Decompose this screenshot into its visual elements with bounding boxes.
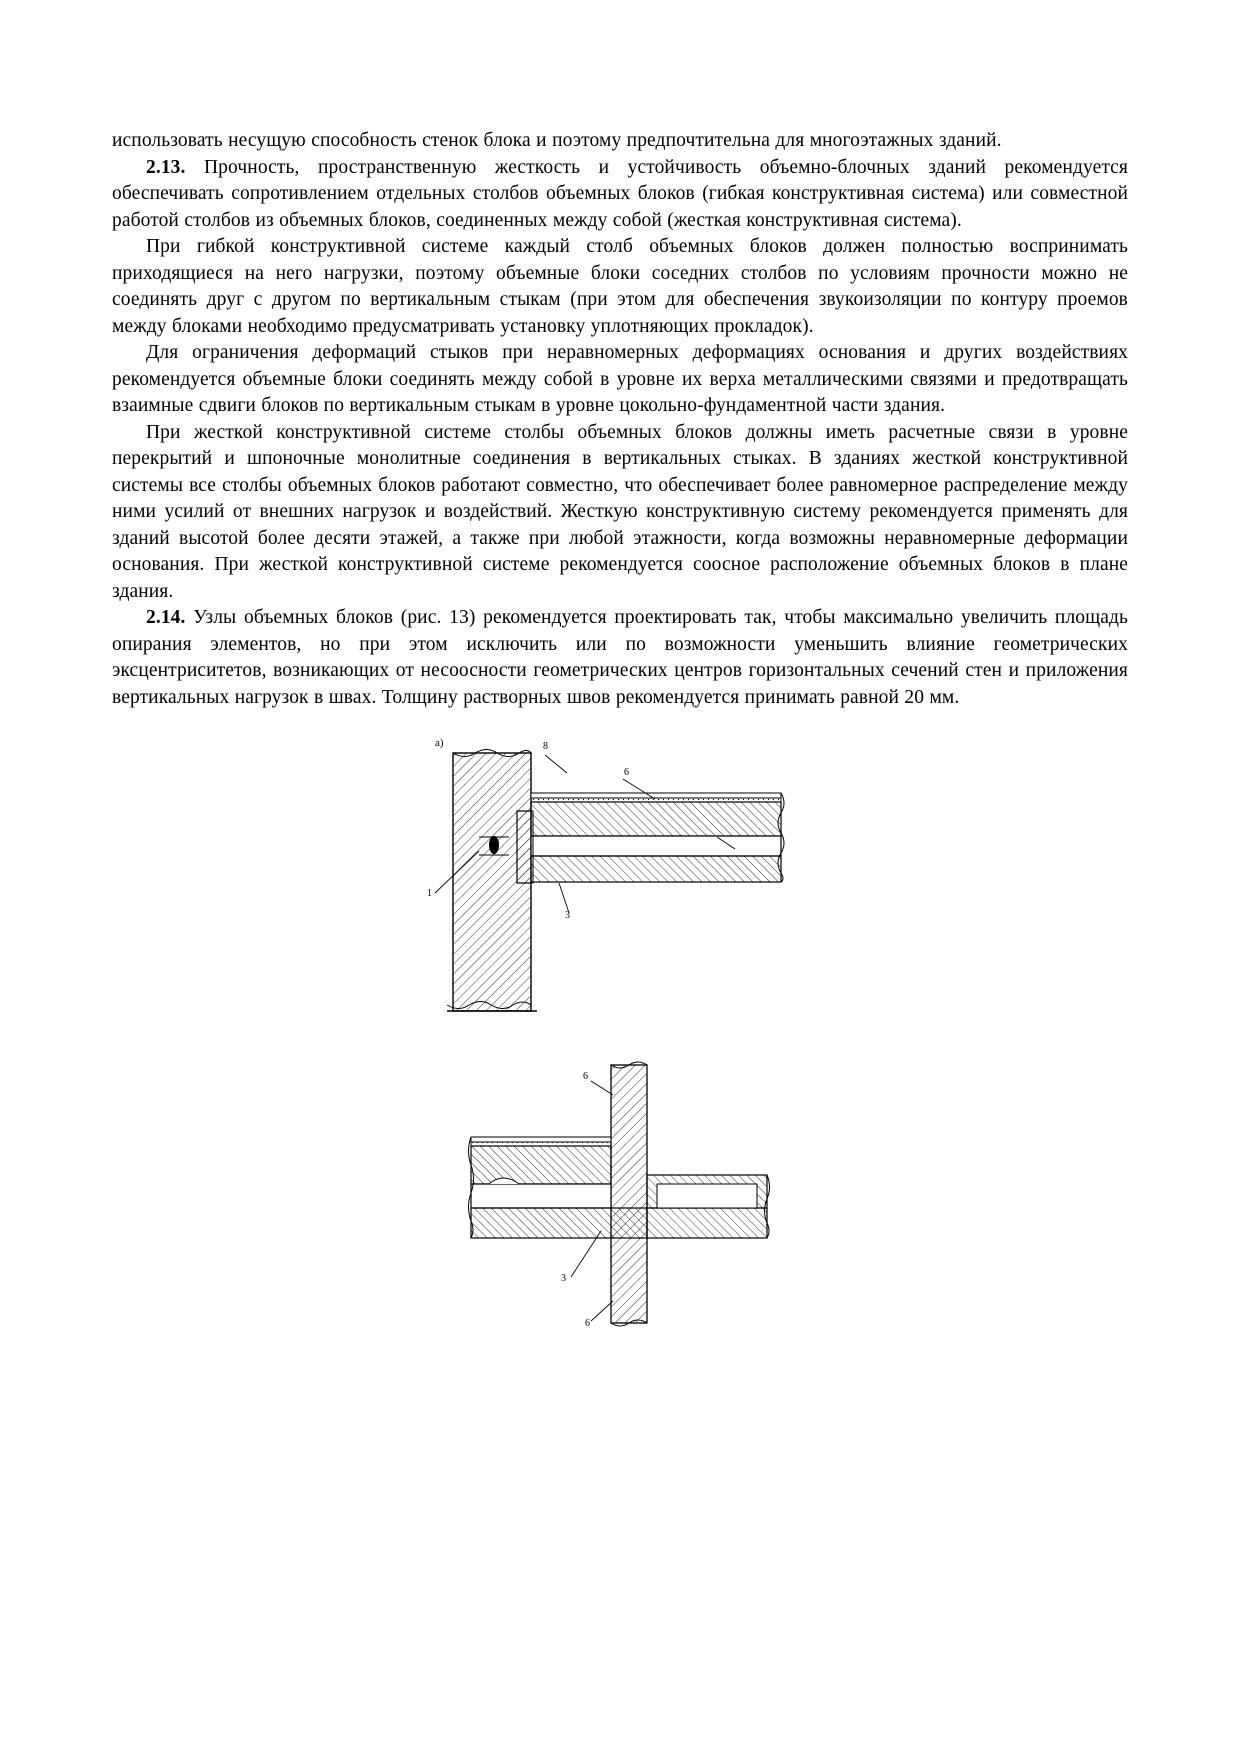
paragraph-rigid-system: При жесткой конструктивной системе столбы объемных блоков должны иметь расчетные связи в уровне перекрытий и шпоночные монолитные соединения в вертикальных стыках. В зданиях жесткой конструктивной системы все столбы объемных блоков работают совместно, что обеспечивает более равномерное распределение между ними усилий от внешних нагрузок и воздействий. Жесткую конструктивную систему рекомендуется применять для зданий высотой более десяти этажей, а также при любой этажности, когда возможны неравномерные деформации основания. При жесткой конструктивной системе рекомендуется соосное расположение объемных блоков в плане здания. (112, 421, 1128, 602)
paragraph-2-14 (112, 605, 1128, 711)
paragraph-deformation-limits: Для ограничения деформаций стыков при неравномерных деформациях основания и других воздействиях рекомендуется объемные блоки соединять между собой в уровне их верха металлическими связями и предотвращать взаимные сдвиги блоков по вертикальным стыкам в уровне цокольно-фундаментной части здания. (112, 342, 1128, 416)
clause-number-2-13: 2.13. (146, 156, 186, 178)
paragraph-intro: использовать несущую способность стенок блока и поэтому предпочтительна для многоэтажных зданий. (112, 130, 1002, 151)
panel-a-label: а) (435, 737, 444, 749)
clause-text-2-13: Прочность, пространственную жесткость и устойчивость объемно-блочных зданий рекомендуется обеспечивать сопротивлением отдельных столбов объемных блоков (гибкая конструктивная система) или совместной работой столбов из объемных блоков, соединенных между собой (жесткая конструктивная система). (112, 156, 1129, 231)
callout-6: 6 (624, 767, 629, 778)
clause-number-2-14: 2.14. (146, 607, 186, 628)
clause-text-2-14: Узлы объемных блоков (рис. 13) рекомендуется проектировать так, чтобы максимально увеличить площадь опирания элементов, но при этом исключить или по возможности уменьшить влияние геометрических эксцентриситетов, возникающих от несоосности геометрических центров горизонтальных сечений стен и приложения вертикальных нагрузок в швах. Толщину растворных швов рекомендуется принимать равной 20 мм. (112, 607, 1129, 708)
callout-b-3: 3 (561, 1273, 566, 1284)
callout-b-6-top: 6 (583, 1071, 588, 1082)
callout-b-6-bottom: 6 (585, 1318, 590, 1329)
figure-panel-b (461, 1051, 801, 1341)
callout-3: 3 (565, 910, 570, 921)
figure-13 (112, 733, 1128, 1341)
figure-panel-a (417, 733, 837, 1033)
paragraph-2-13 (112, 155, 1128, 235)
paragraph-flexible-system: При гибкой конструктивной системе каждый столб объемных блоков должен полностью воспринимать приходящиеся на него нагрузки, поэтому объемные блоки соседних столбов по условиям прочности можно не соединять друг с другом по вертикальным стыкам (при этом для обеспечения звукоизоляции по контуру проемов между блоками необходимо предусматривать установку уплотняющих прокладок). (112, 236, 1128, 337)
callout-8: 8 (543, 741, 548, 752)
callout-1: 1 (427, 888, 432, 899)
